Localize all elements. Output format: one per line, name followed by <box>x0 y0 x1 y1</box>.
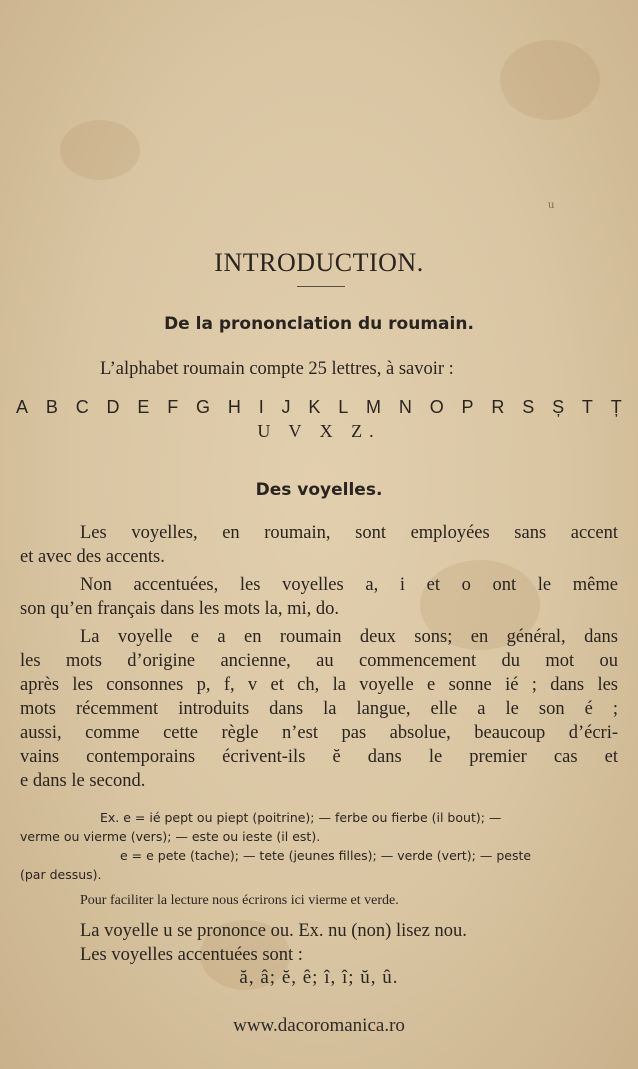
alphabet-letter: I <box>258 397 264 417</box>
examples-block <box>20 808 618 884</box>
alphabet-letter: K <box>308 397 321 417</box>
paragraph-line: mots récemment introduits dans la langue, elle a le son é ; <box>20 699 618 719</box>
alphabet-letter: F <box>167 397 179 417</box>
accented-vowels: ă, â; ĕ, ê; î, î; ŭ, û. <box>239 967 399 988</box>
alphabet-letter: P <box>461 397 474 417</box>
paragraph-1 <box>20 521 618 569</box>
alphabet-letter: J <box>281 397 291 417</box>
alphabet-letter: T <box>581 397 593 417</box>
example-line: (par dessus). <box>20 867 102 882</box>
alphabet-letter: R <box>491 397 505 417</box>
paragraph-line: Les voyelles, en roumain, sont employées sans accent <box>80 523 618 543</box>
alphabet-letter: E <box>137 397 150 417</box>
paragraph-line: son qu’en français dans les mots la, mi, do. <box>20 599 340 619</box>
alphabet-letter: L <box>338 397 349 417</box>
paragraph-line: La voyelle e a en roumain deux sons; en général, dans <box>80 627 618 647</box>
alphabet-letter: A <box>16 397 29 417</box>
alphabet-row-1 <box>16 397 622 418</box>
alphabet-row-2: U V X Z. <box>257 421 381 441</box>
alphabet-letter: S <box>522 397 535 417</box>
paragraph-line: aussi, comme cette règle n’est pas absolue, beaucoup d’écri- <box>20 723 618 743</box>
alphabet-letter: H <box>227 397 241 417</box>
section-heading-vowels: Des voyelles. <box>255 480 383 500</box>
alphabet-letter: B <box>45 397 58 417</box>
alphabet-letter: O <box>429 397 444 417</box>
page-marker: u <box>548 200 555 211</box>
paragraph-3 <box>20 625 618 793</box>
paragraph-line: les mots d’origine ancienne, au commencement du mot ou <box>20 651 618 671</box>
paragraph-4 <box>20 919 618 967</box>
alphabet-letter: D <box>106 397 120 417</box>
example-line: verme ou vierme (vers); — este ou ieste (il est). <box>20 829 321 844</box>
paragraph-2 <box>20 573 618 621</box>
paragraph-line: vains contemporains écrivent-ils ĕ dans le premier cas et <box>20 747 618 767</box>
alphabet-letter: M <box>366 397 382 417</box>
paragraph-line: et avec des accents. <box>20 547 165 567</box>
section-heading-pronunciation: De la prononclation du roumain. <box>164 314 474 334</box>
paragraph-line: La voyelle u se prononce ou. Ex. nu (non) lisez nou. <box>80 921 467 941</box>
example-line: e = e pete (tache); — tete (jeunes filles); — verde (vert); — peste <box>120 848 532 863</box>
alphabet-letter: C <box>75 397 89 417</box>
alphabet-intro: L’alphabet roumain compte 25 lettres, à savoir : <box>100 359 454 379</box>
reading-note: Pour faciliter la lecture nous écrirons ici vierme et verde. <box>80 893 399 908</box>
alphabet-letter: Ț <box>610 397 622 417</box>
page-title: INTRODUCTION. <box>214 248 424 277</box>
paragraph-line: après les consonnes p, f, v et ch, la voyelle e sonne ié ; dans les <box>20 675 618 695</box>
source-watermark: www.dacoromanica.ro <box>233 1015 405 1036</box>
alphabet-letter: G <box>196 397 211 417</box>
paragraph-line: Les voyelles accentuées sont : <box>80 945 303 965</box>
paragraph-line: Non accentuées, les voyelles a, i et o ont le même <box>80 575 618 595</box>
example-line: Ex. e = ié pept ou piept (poitrine); — ferbe ou fierbe (il bout); — <box>100 810 502 825</box>
alphabet-letter: Ș <box>552 397 565 417</box>
paragraph-line: e dans le second. <box>20 771 146 791</box>
title-rule <box>297 286 345 287</box>
alphabet-letter: N <box>398 397 412 417</box>
